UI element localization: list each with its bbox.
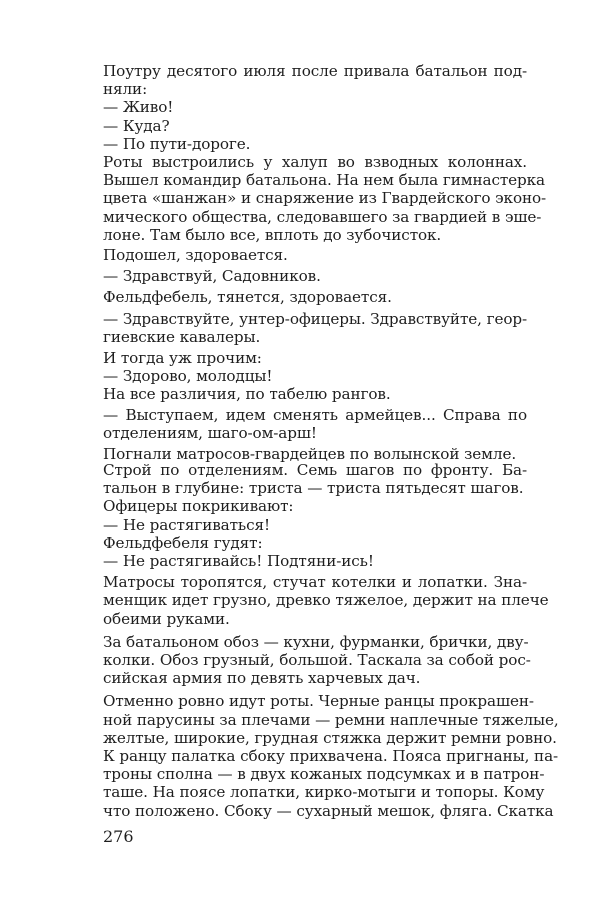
page-number: 276 — [103, 827, 134, 846]
text-line: — Куда? — [103, 116, 170, 135]
text-line: отделениям, шаго-ом-арш! — [103, 423, 317, 442]
text-line: Погнали матросов-гвардейцев по волынской земле. — [103, 445, 517, 464]
text-line: Подошел, здоровается. — [103, 246, 288, 265]
text-line: ной парусины за плечами — ремни наплечные тяжелые, — [103, 710, 559, 729]
text-block-bottom — [103, 461, 559, 820]
text-line: К ранцу палатка сбоку прихвачена. Пояса пригнаны, па- — [103, 747, 559, 766]
text-line: лоне. Там было все, вплоть до зубочисток. — [103, 225, 442, 244]
text-line: Строй по отделениям. Семь шагов по фронту. Ба- — [103, 461, 527, 479]
text-line: колки. Обоз грузный, большой. Таскала за собой рос- — [103, 651, 531, 670]
text-line: И тогда уж прочим: — [103, 349, 262, 368]
text-line: Матросы торопятся, стучат котелки и лопатки. Зна- — [103, 573, 527, 592]
text-line: таше. На поясе лопатки, кирко-мотыги и топоры. Кому — [103, 783, 545, 802]
text-line: желтые, широкие, грудная стяжка держит ремни ровно. — [103, 728, 557, 747]
text-line: — Выступаем, идем сменять армейцев... Справа по — [103, 405, 527, 424]
text-line: менщик идет грузно, древко тяжелое, держит на плече — [103, 591, 549, 610]
text-line: — Живо! — [103, 98, 174, 117]
text-line: Отменно ровно идут роты. Черные ранцы прокрашен- — [103, 692, 534, 711]
text-line: Вышел командир батальона. На нем была гимнастерка — [103, 171, 546, 190]
text-line: — Здравствуй, Садовников. — [103, 267, 321, 286]
text-line: На все различия, по табелю рангов. — [103, 385, 391, 404]
text-line: сийская армия по девять харчевых дач. — [103, 669, 421, 688]
text-line: что положено. Сбоку — сухарный мешок, фляга. Скатка — [103, 801, 554, 820]
text-line: — Не растягиваться! — [103, 515, 270, 534]
text-line: За батальоном обоз — кухни, фурманки, брички, дву- — [103, 632, 529, 651]
text-line: няли: — [103, 80, 148, 99]
text-line: цвета «шанжан» и снаряжение из Гвардейского эконо- — [103, 189, 547, 208]
text-line: Роты выстроились у халуп во взводных колоннах. — [103, 153, 527, 172]
text-line: Фельдфебель, тянется, здоровается. — [103, 288, 392, 307]
text-line: гиевские кавалеры. — [103, 327, 261, 346]
text-line: мического общества, следовавшего за гвардией в эше- — [103, 207, 542, 226]
text-line: обеими руками. — [103, 609, 230, 628]
text-line: Поутру десятого июля после привала батальон под- — [103, 62, 527, 80]
text-line: — По пути-дороге. — [103, 134, 251, 153]
text-block-top — [103, 62, 547, 464]
text-line: тальон в глубине: триста — триста пятьдесят шагов. — [103, 479, 524, 498]
text-line: Фельдфебеля гудят: — [103, 533, 263, 552]
text-line: Офицеры покрикивают: — [103, 497, 294, 516]
text-line: — Здравствуйте, унтер-офицеры. Здравствуйте, геор- — [103, 309, 528, 328]
text-line: — Здорово, молодцы! — [103, 367, 273, 386]
text-line: — Не растягивайсь! Подтяни-ись! — [103, 552, 374, 571]
text-line: троны сполна — в двух кожаных подсумках и в патрон- — [103, 765, 545, 784]
